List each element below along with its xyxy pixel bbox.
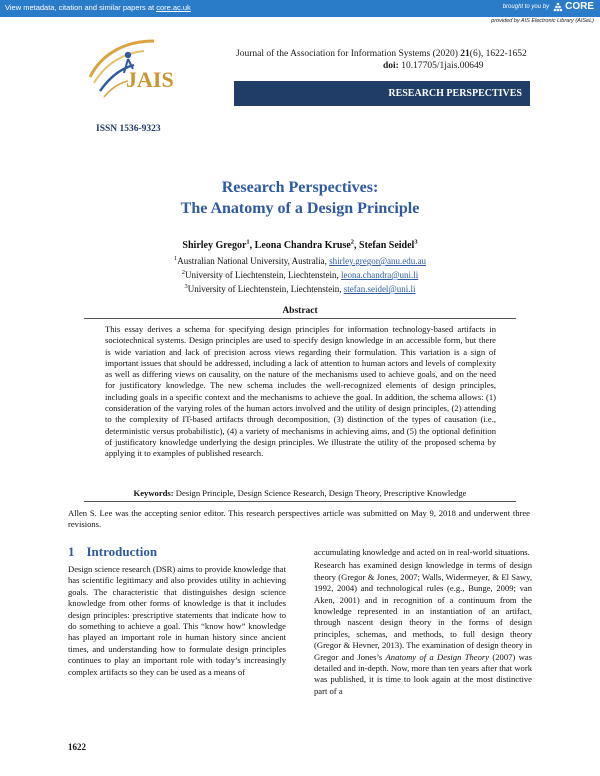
author-sep: , — [249, 240, 255, 252]
doi — [383, 61, 484, 71]
brought-by-text: brought to you by — [502, 3, 550, 10]
keywords-list: Design Principle, Design Science Research, Design Theory, Prescriptive Knowledge — [173, 488, 467, 498]
journal-volume: 21 — [460, 49, 470, 59]
doi-value[interactable]: 10.17705/1jais.00649 — [398, 61, 484, 71]
jais-logo — [84, 33, 204, 108]
author-name: Stefan Seidel — [359, 240, 415, 252]
author-sup: 2 — [350, 239, 355, 246]
core-logo[interactable] — [553, 1, 594, 12]
page-number: 1622 — [68, 742, 86, 752]
paragraph — [314, 560, 532, 697]
title-line-2: The Anatomy of a Design Principle — [180, 200, 420, 217]
core-icon — [553, 2, 563, 12]
paragraph-italic: Anatomy of a Design Theory — [385, 651, 490, 662]
journal-name: Journal of the Association for Information Systems (2020) — [236, 49, 461, 59]
paragraph-text: Research has examined design knowledge in terms of design theory (Gregor & Jones, 2007; Walls, Widermeyer, & El Sawy, 1992, 2004) and technological rules (e.g., Bunge, 2009; van Aken, 2001) and in recognition of a continuum from the knowledge represented in an instantiation of an artifact, through nascent design theory in the forms of design principles, schemas, and methods, to full design theory (Gregor & Hevner, 2013). The examination of design theory in Gregor and Jones’s — [314, 560, 532, 662]
metadata-notice — [5, 3, 191, 12]
affil-sup: 2 — [181, 269, 186, 276]
body-column-left — [68, 564, 286, 680]
doi-label: doi: — [383, 61, 399, 71]
author — [359, 240, 418, 251]
affiliation — [0, 267, 600, 281]
keywords-divider — [84, 501, 516, 502]
author — [182, 240, 254, 251]
jais-logo-text: JAIS — [126, 67, 174, 92]
affiliations — [0, 253, 600, 295]
section-heading — [68, 544, 157, 560]
keywords-label: Keywords: — [133, 488, 174, 498]
affiliation — [0, 281, 600, 295]
section-number: 1 — [68, 544, 75, 559]
affil-text: Australian National University, Australia, — [177, 256, 330, 266]
abstract-divider — [84, 318, 516, 319]
affil-text: University of Liechtenstein, Liechtenstein, — [187, 284, 344, 294]
core-label: CORE — [565, 1, 594, 12]
paragraph-text: (2007) was detailed and in-depth. Now, more than ten years after that work was published, it is time to look again at the most distinctive part of a — [314, 651, 532, 696]
jais-emblem-icon — [84, 33, 204, 108]
author-sup: 1 — [246, 239, 250, 246]
abstract-body: This essay derives a schema for specifying design principles for information technology-based artifacts in sociotechnical systems. Design principles are used to specify design knowledge in an accessible form, but there is wide variation and lack of precision across views regarding their formulation. This variation is a sign of important issues that should be addressed, including a lack of attention to human actors and levels of complexity as well as differing views on causality, on the nature of the mechanisms used to achieve goals, and on the need for justificatory knowledge. The new schema includes the well-recognized elements of design principles, including goals in a specific context and the mechanisms to achieve the goal. In addition, the schema allows: (1) consideration of the varying roles of the human actors involved and the utility of design principles, (2) attending to the complexity of IT-based artifacts through decomposition, (3) distinction of the types of causation (i.e., deterministic versus probabilistic), (4) a variety of mechanisms in achieving aims, and (5) the optional definition of justificatory knowledge underlying the design principles. We illustrate the utility of the proposed schema by applying it to examples of published research. — [105, 324, 496, 459]
editor-note: Allen S. Lee was the accepting senior editor. This research perspectives article was submitted on May 9, 2018 and underwent three revisions. — [68, 508, 530, 530]
abstract-heading: Abstract — [282, 306, 318, 316]
body-column-right — [314, 547, 532, 699]
core-link[interactable]: core.ac.uk — [156, 3, 191, 12]
issn: ISSN 1536-9323 — [96, 124, 161, 134]
affil-sup: 1 — [173, 255, 178, 262]
affiliation — [0, 253, 600, 267]
section-title: Introduction — [86, 544, 158, 559]
journal-issue-pages: (6), 1622-1652 — [469, 49, 527, 59]
metadata-text: View metadata, citation and similar papers at — [5, 3, 157, 12]
affil-text: University of Liechtenstein, Liechtenstein, — [185, 270, 341, 280]
paragraph: accumulating knowledge and acted on in real-world situations. — [314, 547, 530, 557]
author-sup: 3 — [414, 239, 418, 246]
provider-bar — [0, 17, 600, 29]
section-banner: RESEARCH PERSPECTIVES — [234, 81, 530, 106]
provided-by-text: provided by AIS Electronic Library (AISeL) — [491, 18, 594, 24]
affil-sup: 3 — [184, 283, 188, 290]
core-branding[interactable] — [503, 1, 594, 12]
keywords — [0, 488, 600, 498]
author-name: Shirley Gregor — [182, 240, 247, 252]
core-top-bar — [0, 0, 600, 17]
author-email-link[interactable]: stefan.seidel@uni.li — [343, 284, 416, 294]
author-email-link[interactable]: leona.chandra@uni.li — [340, 270, 419, 280]
paragraph: Design science research (DSR) aims to provide knowledge that has scientific legitimacy and also provides utility in achieving goals. The characteristic that distinguishes design science knowledge from other forms of knowledge is that it includes design principles: prescriptive statements that indicate how to do something to achieve a goal. This “know how” knowledge has played an important role in human history since ancient times, and understanding how to formulate design principles continues to play an important role with today’s increasingly complex artifacts so they can be used as a means of — [68, 564, 286, 677]
author-name: Leona Chandra Kruse — [254, 240, 351, 252]
author — [255, 240, 359, 251]
author-list — [0, 239, 600, 251]
author-sep: , — [354, 240, 360, 252]
author-email-link[interactable]: shirley.gregor@anu.edu.au — [329, 256, 427, 266]
paper-title — [0, 177, 600, 219]
title-line-1: Research Perspectives: — [221, 179, 379, 196]
journal-citation — [236, 49, 527, 59]
